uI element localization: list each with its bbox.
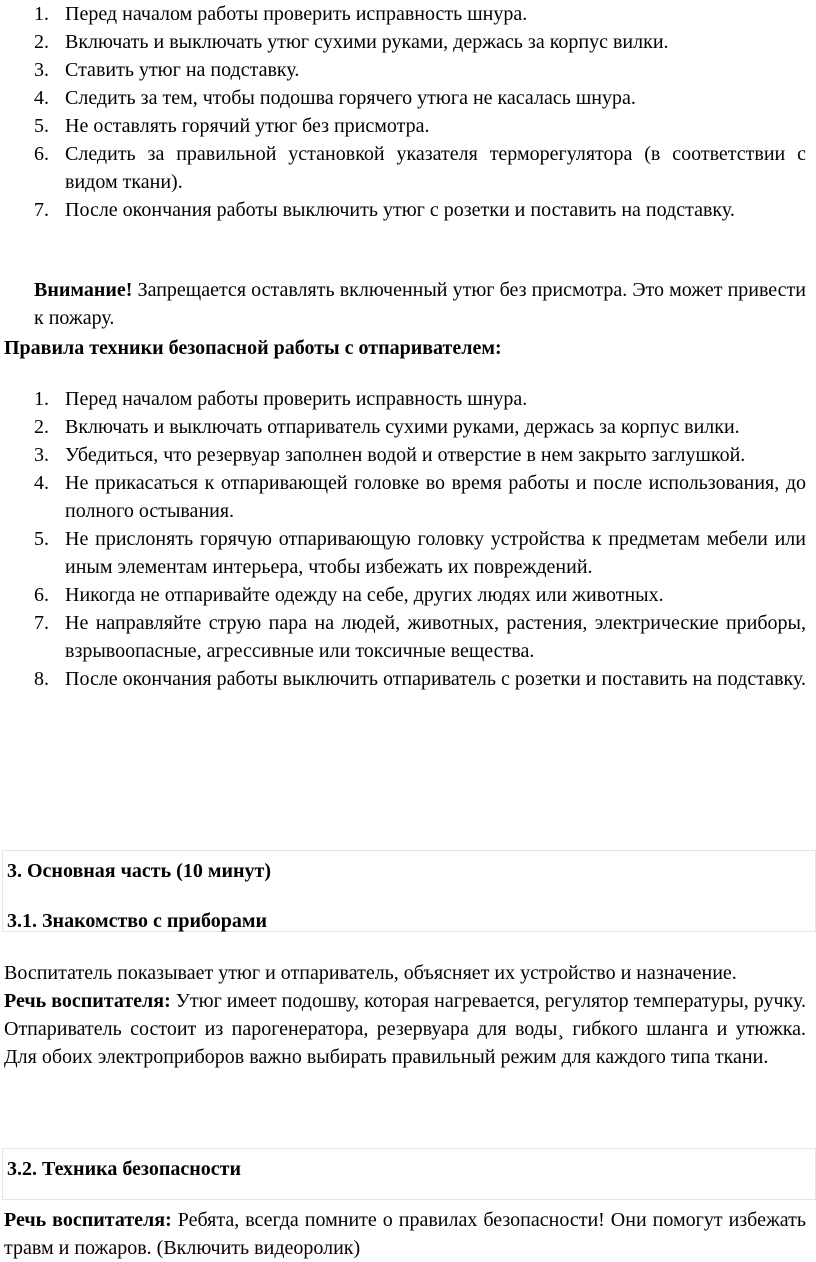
- list-item: 3. Убедиться, что резервуар заполнен водой и отверстие в нем закрыто заглушкой.: [34, 444, 746, 466]
- section-3-2-header: [2, 1148, 816, 1200]
- list-item: 6. Следить за правильной установкой указателя терморегулятора (в соответствии с видом ткани).: [34, 143, 806, 193]
- speech-label: Речь воспитателя:: [4, 1209, 172, 1231]
- list-item: 7. Не направляйте струю пара на людей, животных, растения, электрические приборы, взрывоопасные, агрессивные или токсичные вещества.: [34, 612, 806, 662]
- list-item: 5. Не прислонять горячую отпаривающую головку устройства к предметам мебели или иным элементам интерьера, чтобы избежать их повреждений.: [34, 528, 806, 578]
- warning-label: Внимание!: [34, 279, 133, 301]
- speech-text: Ребята, всегда помните о правилах безопасности! Они помогут избежать травм и пожаров. (Включить видеоролик): [4, 1209, 806, 1259]
- steamer-rules-heading: Правила техники безопасной работы с отпаривателем:: [4, 337, 502, 359]
- list-item: 7. После окончания работы выключить утюг с розетки и поставить на подставку.: [34, 199, 735, 221]
- list-item: 1. Перед началом работы проверить исправность шнура.: [34, 388, 528, 410]
- warning-paragraph: [0, 276, 816, 332]
- list-item: 2. Включать и выключать утюг сухими руками, держась за корпус вилки.: [34, 31, 669, 53]
- list-item: 5. Не оставлять горячий утюг без присмотра.: [34, 115, 430, 137]
- list-item: 4. Следить за тем, чтобы подошва горячего утюга не касалась шнура.: [34, 87, 636, 109]
- warning-text: Запрещается оставлять включенный утюг без присмотра. Это может привести к пожару.: [34, 279, 806, 329]
- list-item: 1. Перед началом работы проверить исправность шнура.: [34, 3, 528, 25]
- steamer-safety-list: [0, 385, 816, 693]
- section-3-1-title: 3.1. Знакомство с приборами: [7, 910, 267, 932]
- section-3-2-title: 3.2. Техника безопасности: [7, 1158, 242, 1180]
- section-3-1-body: [0, 959, 816, 1071]
- intro-paragraph: Воспитатель показывает утюг и отпариватель, объясняет их устройство и назначение.: [4, 962, 737, 984]
- list-item: 8. После окончания работы выключить отпариватель с розетки и поставить на подставку.: [34, 668, 806, 690]
- list-item: 2. Включать и выключать отпариватель сухими руками, держась за корпус вилки.: [34, 416, 740, 438]
- speech-paragraph: [4, 987, 806, 1071]
- speech-text: Утюг имеет подошву, которая нагревается, регулятор температуры, ручку. Отпариватель состоит из парогенератора, резервуара для воды¸ гибкого шланга и утюжка. Для обоих электроприборов важно выбирать правильный режим для каждого типа ткани.: [4, 990, 806, 1068]
- speech-label: Речь воспитателя:: [4, 990, 171, 1012]
- section-3-title: 3. Основная часть (10 минут): [7, 860, 271, 882]
- speech-paragraph: [4, 1206, 806, 1262]
- section-3-header: [2, 850, 816, 932]
- iron-safety-list: [0, 0, 816, 224]
- list-item: 6. Никогда не отпаривайте одежду на себе, других людях или животных.: [34, 584, 664, 606]
- list-item: 3. Ставить утюг на подставку.: [34, 59, 300, 81]
- section-3-2-body: [0, 1206, 816, 1262]
- list-item: 4. Не прикасаться к отпаривающей головке во время работы и после использования, до полного остывания.: [34, 472, 806, 522]
